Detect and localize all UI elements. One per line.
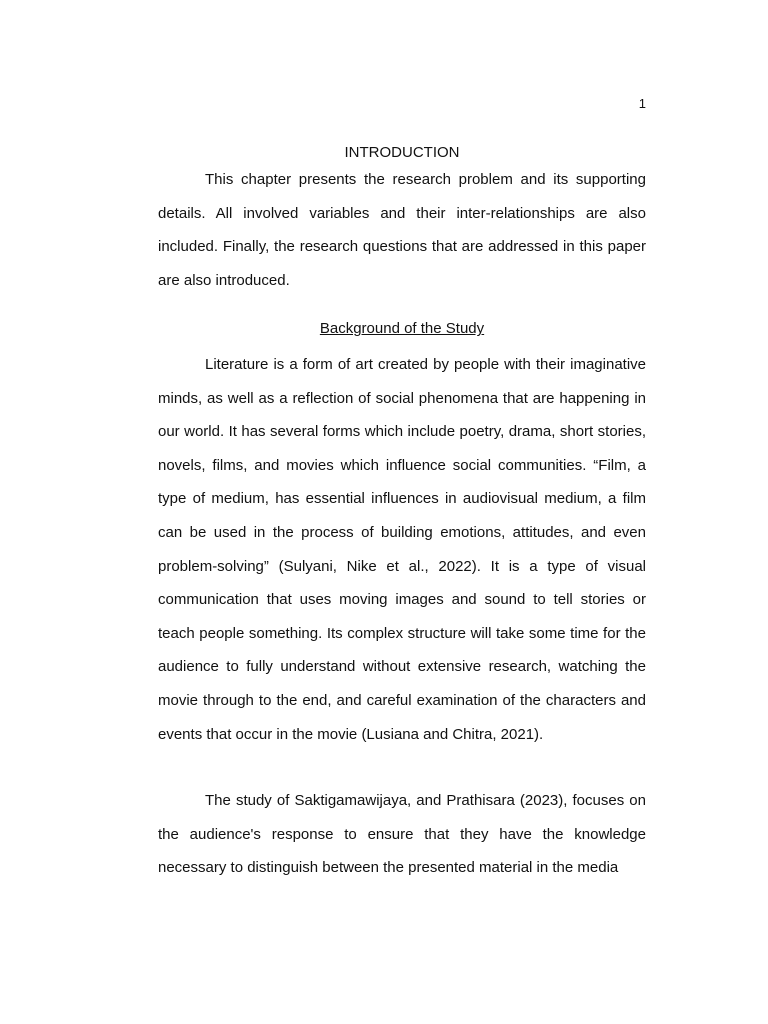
section-heading-text: Background of the Study — [319, 320, 485, 338]
background-paragraph-2: The study of Saktigamawijaya, and Prathisara (2023), focuses on the audience's response to ensure that they have the knowledge necessary to distinguish between the presented material in the media — [158, 792, 646, 877]
background-paragraph-1: Literature is a form of art created by people with their imaginative minds, as well as a reflection of social phenomena that are happening in our world. It has several forms which include poetry, drama, short stories, novels, films, and movies which influence social communities. “Film, a type of medium, has essential influences in audiovisual medium, a film can be used in the process of building emotions, attitudes, and even problem-solving” (Sulyani, Nike et al., 2022). It is a type of visual communication that uses moving images and sound to tell stories or teach people something. Its complex structure will take some time for the audience to fully understand without extensive research, watching the movie through to the end, and careful examination of the characters and events that occur in the movie (Lusiana and Chitra, 2021). — [158, 355, 646, 743]
page-number: 1 — [638, 96, 646, 111]
intro-paragraph: This chapter presents the research problem and its supporting details. All involved variables and their inter-relationships are also included. Finally, the research questions that are addressed in this paper are also introduced. — [158, 171, 646, 289]
page-content — [158, 143, 646, 885]
section-heading — [158, 312, 646, 346]
chapter-title: INTRODUCTION — [344, 144, 460, 161]
